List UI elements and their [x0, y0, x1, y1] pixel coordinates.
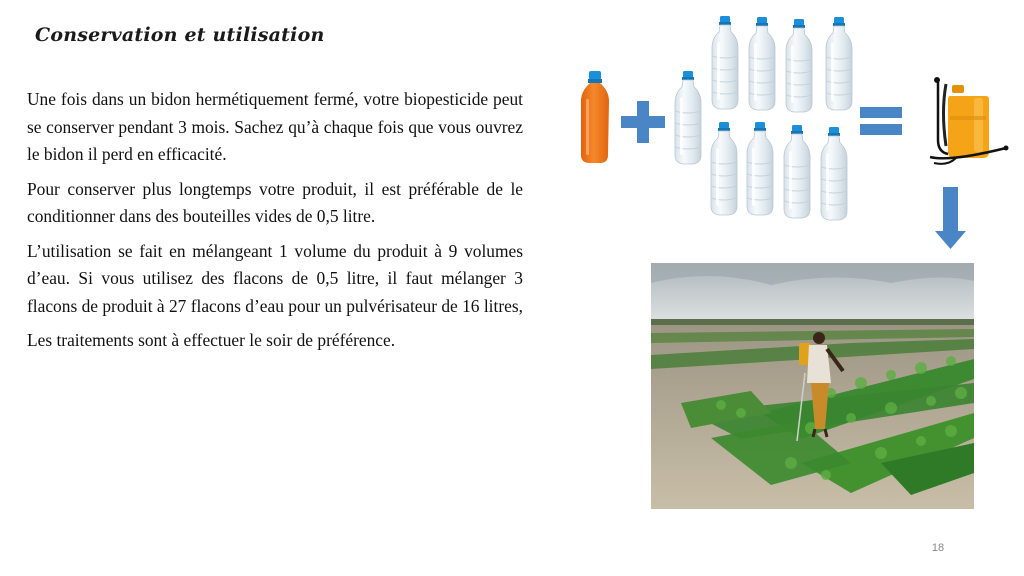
field-spraying-photo — [651, 263, 974, 509]
paragraph-conditionnement: Pour conserver plus longtemps votre produit, il est préférable de le conditionner dans des bouteilles vides de 0,5 litre. — [27, 178, 523, 226]
water-bottle-icon — [675, 71, 701, 164]
water-bottle-icon — [711, 122, 737, 215]
backpack-sprayer-icon — [930, 77, 1009, 164]
water-bottles-group — [675, 16, 852, 220]
water-bottle-icon — [821, 127, 847, 220]
plus-icon — [621, 101, 665, 143]
paragraph-utilisation: L’utilisation se fait en mélangeant 1 volume du produit à 9 volumes d’eau. Si vous utilisez des flacons de 0,5 litre, il faut mélanger 3 flacons de produit à 27 flacons d’eau pour un pulvérisateur de 16 litres, — [27, 240, 523, 316]
water-bottle-icon — [784, 125, 810, 218]
arrow-down-icon — [935, 187, 966, 249]
body-text — [27, 86, 523, 362]
water-bottle-icon — [749, 17, 775, 110]
paragraph-conservation: Une fois dans un bidon hermétiquement fermé, votre biopesticide peut se conserver pendant 3 mois. Sachez qu’à chaque fois que vous ouvrez le bidon il perd en efficacité. — [27, 89, 523, 164]
water-bottle-icon — [712, 16, 738, 109]
orange-bottle-icon — [581, 71, 609, 163]
water-bottle-icon — [786, 19, 812, 112]
slide-title: Conservation et utilisation — [35, 24, 325, 46]
water-bottle-icon — [826, 17, 852, 110]
equals-icon — [860, 107, 902, 135]
paragraph-traitements: Les traitements sont à effectuer le soir de préférence. — [27, 330, 396, 350]
water-bottle-icon — [747, 122, 773, 215]
page-number: 18 — [931, 542, 945, 554]
